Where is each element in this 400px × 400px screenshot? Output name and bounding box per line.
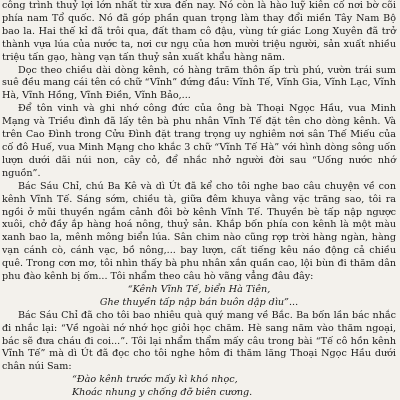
verse-1-line-2: Ghe thuyền tấp nập bán buôn dập dìu”... bbox=[99, 296, 299, 308]
paragraph-2: Để tôn vinh và ghi nhớ công đức của ông bà Thoại Ngọc Hầu, vua Minh Mạng và Triều đình đã lấy tên bà phu nhân Vĩnh Tế đặt tên cho dòng kênh. Và trên Cao Đình trong Cửu Đình đặt trang trọng uy nghiêm nơi sân Thế Miếu của cố đô Huế, vua Minh Mạng cho khắc 3 chữ “Vĩnh Tế Hà” với hình dòng sông uốn lượn dưới dãi núi non, cây cỏ, để nhắc nhở người đời sau “Uống nước nhớ nguồn”. bbox=[2, 103, 396, 179]
verse-1-line-1: “Kênh Vĩnh Tế, biển Hà Tiên, bbox=[127, 283, 271, 295]
paragraph-4: Bác Sáu Chỉ đã cho tôi bao nhiêu quà quý mang về Bắc. Ba bốn lần bác nhắc đi nhắc lại: “Về ngoài nớ nhớ học giỏi học chăm. Hè sang năm vào thăm ngoại, bác sẽ đưa cháu đi coi...”. Tôi lại nhẩm thẩm mấy câu trong bài “Tế cô hồn kênh Vĩnh Tế” mà dì Út đã đọc cho tôi nghe hôm đi thăm lăng Thoại Ngọc Hầu dưới chân núi Sam: bbox=[2, 309, 396, 373]
paragraph-1: Dọc theo chiều dài dòng kênh, có hàng trăm thôn ấp trù phú, vườn trái sum suê đều mang cái tên có chữ “Vĩnh” đứng đầu: Vĩnh Tế, Vĩnh Gia, Vĩnh Lạc, Vĩnh Hà, Vĩnh Hồng, Vĩnh Điền, Vĩnh Bảo,... bbox=[2, 64, 396, 102]
paragraph-3: Bác Sáu Chỉ, chú Ba Kê và dì Út đã kể cho tôi nghe bao câu chuyện về con kênh Vĩnh Tế. Sáng sớm, chiều tà, giữa đêm khuya vằng vặc trăng sao, tôi ra ngồi ở mũi thuyền ngắm cảnh đôi bờ kênh Vĩnh Tế. Thuyền bè tấp nập ngược xuôi, chở đầy ắp hàng hoá nông, thuỷ sản. Khắp bốn phía con kênh là một màu xanh bao la, mênh mông biển lúa. Sân chim nào cũng rợp trời hàng ngàn, hàng vạn cánh cò, cánh vạc, bồ nông,... bay lượn, cất tiếng kêu náo động cả chiều quê. Trong cơn mơ, tôi nhìn thấy bà phu nhân xắn quần cao, lội bùn đi thăm dân phu đào kênh bị ốm... Tôi nhẩm theo câu hò vãng vẳng đâu đây: bbox=[2, 180, 396, 283]
verse-2-line-2: Khoác nhung y chống đỡ biên cương. bbox=[72, 387, 253, 399]
paragraph-0: công trình thuỷ lợi lớn nhất từ xưa đến nay. Nó còn là hào luỹ kiên cố nơi bờ cõi phía nam Tổ quốc. Nó đã góp phần quan trọng làm thay đổi miền Tây Nam Bộ bao la. Hai thế kỉ đã trôi qua, đất tham cô đậu, vùng tứ giác Long Xuyên đã trở thành vựa lúa của nước ta, nơi cư ngụ của hơn mười triệu người, sản xuất nhiều triệu tấn gạo, hàng vạn tấn thuỷ sản xuất khẩu hàng năm. bbox=[2, 0, 396, 63]
verse-2-line-1: “Đào kênh trước mấy kì khó nhọc, bbox=[72, 374, 238, 386]
